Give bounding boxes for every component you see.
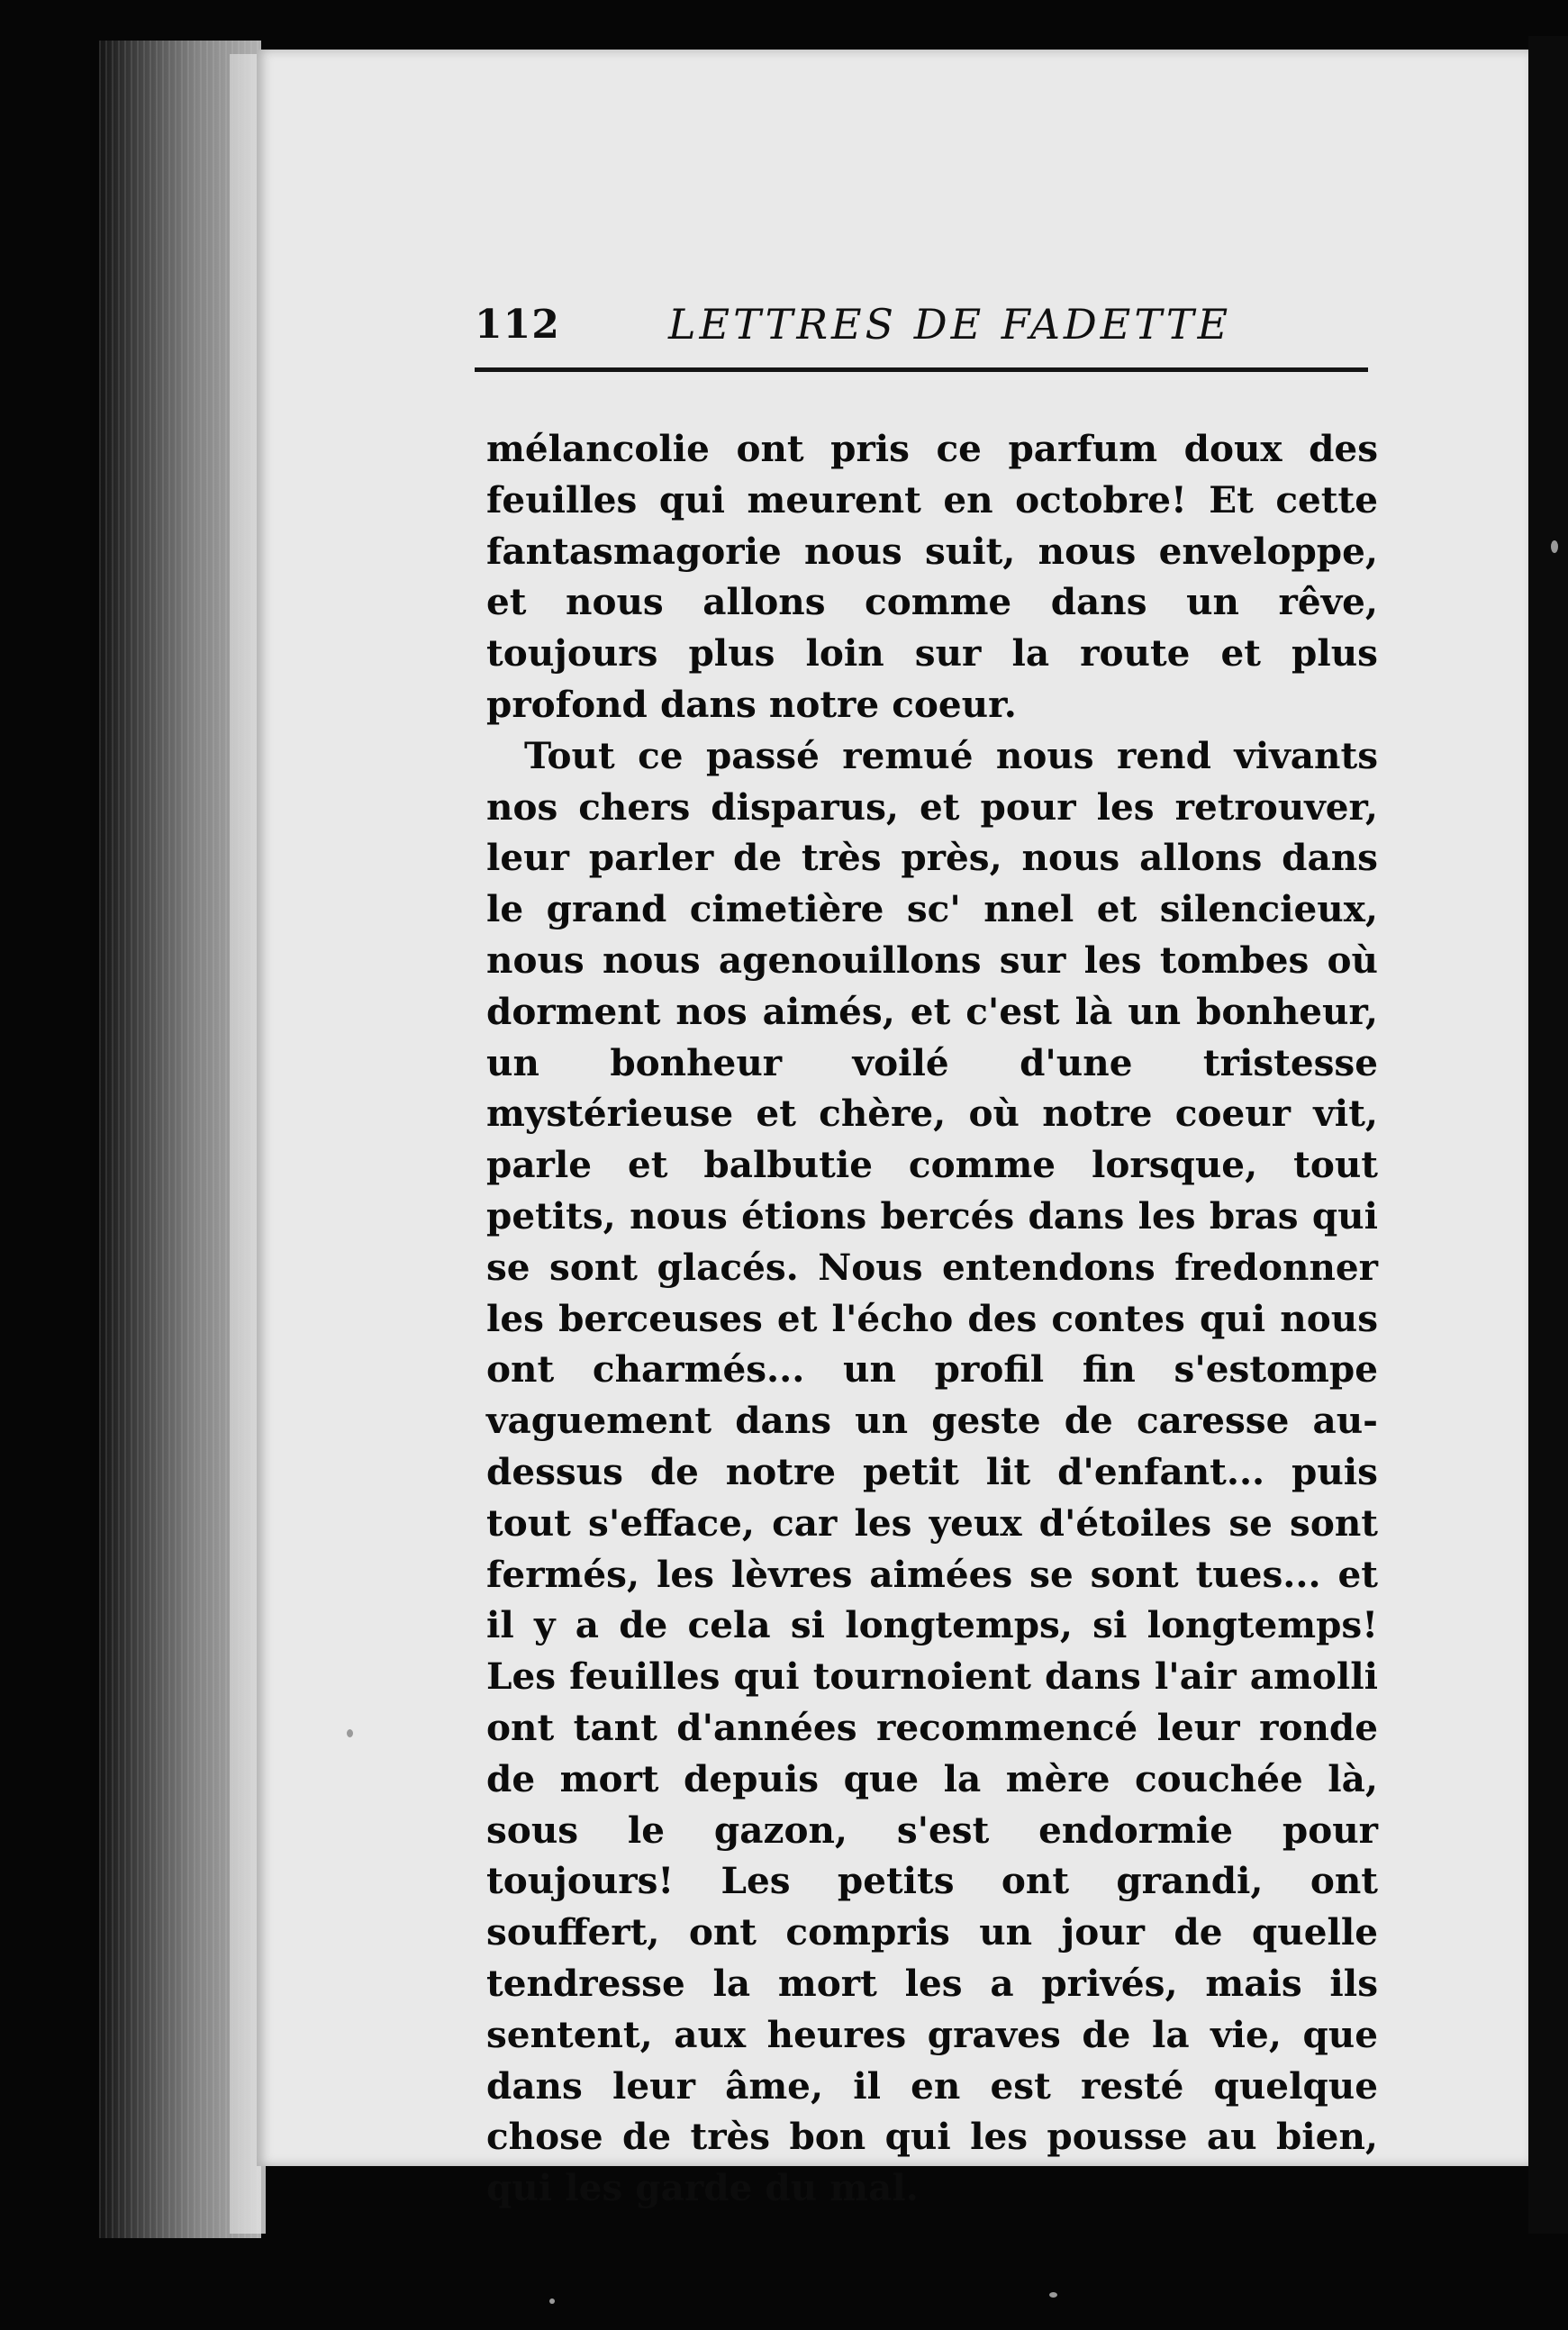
dust-speck bbox=[549, 2298, 555, 2304]
paragraph: Tout ce passé remué nous rend vivants nos chers disparus, et pour les retrouver, leur parler de très près, nous allons dans le grand cimetière sc' nnel et silencieux, nous nous agenouillons sur les tombes où dorment nos aimés, et c'est là un bonheur, un bonheur voilé d'une tristesse mystérieuse et chère, où notre coeur vit, parle et balbutie comme lorsque, tout petits, nous étions bercés dans les bras qui se sont glacés. Nous entendons fredonner les berceuses et l'écho des contes qui nous ont charmés... un profil fin s'estompe vaguement dans un geste de caresse au-dessus de notre petit lit d'enfant... puis tout s'efface, car les yeux d'étoiles se sont fermés, les lèvres aimées se sont tues... et il y a de cela si longtemps, si longtemps! Les feuilles qui tournoient dans l'air amolli ont tant d'années recommencé leur ronde de mort depuis que la mère couchée là, sous le gazon, s'est endormie pour toujours! Les petits ont grandi, ont souffert, ont compris un jour de quelle tendresse la mort les a privés, mais ils sentent, aux heures graves de la vie, que dans leur âme, il en est resté quelque chose de très bon qui les pousse au bien, qui les garde du mal. bbox=[486, 733, 1378, 2210]
scan-border-right bbox=[1528, 36, 1568, 2234]
body-text bbox=[486, 423, 1378, 2214]
header-rule bbox=[475, 367, 1368, 372]
running-head bbox=[475, 293, 1366, 374]
book-title: LETTRES DE FADETTE bbox=[668, 300, 1232, 349]
dust-speck bbox=[1551, 540, 1558, 553]
paragraph: mélancolie ont pris ce parfum doux des feuilles qui meurent en octobre! Et cette fantasmagorie nous suit, nous enveloppe, et nous allons comme dans un rêve, toujours plus loin sur la route et plus profond dans notre coeur. bbox=[486, 427, 1378, 726]
dust-speck bbox=[1049, 2292, 1057, 2298]
dust-speck bbox=[347, 1729, 353, 1737]
page-number: 112 bbox=[475, 302, 560, 348]
